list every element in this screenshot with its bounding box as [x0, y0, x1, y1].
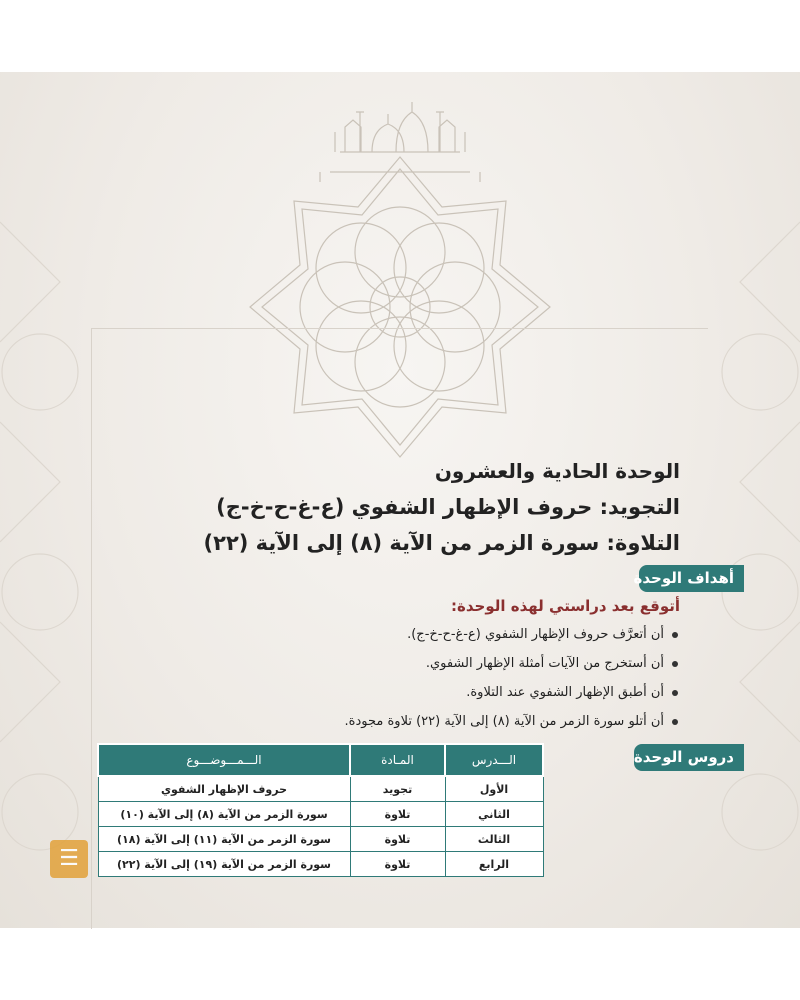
lesson-cell: الثالث: [445, 827, 543, 852]
goal-item: أن أستخرج من الآيات أمثلة الإظهار الشفوي.: [120, 654, 680, 683]
subject-cell: تلاوة: [350, 802, 445, 827]
topic-cell: حروف الإظهار الشفوي: [98, 776, 350, 802]
header-lesson: الـــدرس: [445, 744, 543, 776]
tajweed-heading: التجويد: حروف الإظهار الشفوي (ع-غ-ح-خ-ج): [216, 495, 680, 519]
subject-cell: تلاوة: [350, 827, 445, 852]
table-header-row: [98, 744, 543, 776]
lesson-cell: الرابع: [445, 852, 543, 877]
table-row: [98, 827, 543, 852]
recitation-heading: التلاوة: سورة الزمر من الآية (٨) إلى الآية (٢٢): [203, 531, 680, 555]
table-row: [98, 802, 543, 827]
header-subject: المـادة: [350, 744, 445, 776]
table-row: [98, 776, 543, 802]
lesson-cell: الثاني: [445, 802, 543, 827]
goals-list: [120, 625, 680, 741]
goal-item: أن أتعرَّف حروف الإظهار الشفوي (ع-غ-ح-خ-ج).: [120, 625, 680, 654]
lessons-table: [97, 743, 544, 877]
unit-title: الوحدة الحادية والعشرون: [434, 459, 680, 483]
lesson-cell: الأول: [445, 776, 543, 802]
book-logo-icon: ☰: [50, 840, 88, 878]
table-row: [98, 852, 543, 877]
goal-item: أن أتلو سورة الزمر من الآية (٨) إلى الآية (٢٢) تلاوة مجودة.: [120, 712, 680, 741]
goals-intro: أتوقع بعد دراستي لهذه الوحدة:: [451, 597, 680, 615]
topic-cell: سورة الزمر من الآية (١١) إلى الآية (١٨): [98, 827, 350, 852]
subject-cell: تجويد: [350, 776, 445, 802]
topic-cell: سورة الزمر من الآية (٨) إلى الآية (١٠): [98, 802, 350, 827]
subject-cell: تلاوة: [350, 852, 445, 877]
unit-goals-tag: أهداف الوحدة: [639, 565, 744, 592]
unit-lessons-tag: دروس الوحدة: [634, 744, 744, 771]
goal-item: أن أطبق الإظهار الشفوي عند التلاوة.: [120, 683, 680, 712]
topic-cell: سورة الزمر من الآية (١٩) إلى الآية (٢٢): [98, 852, 350, 877]
header-topic: الـــمـــوضـــوع: [98, 744, 350, 776]
